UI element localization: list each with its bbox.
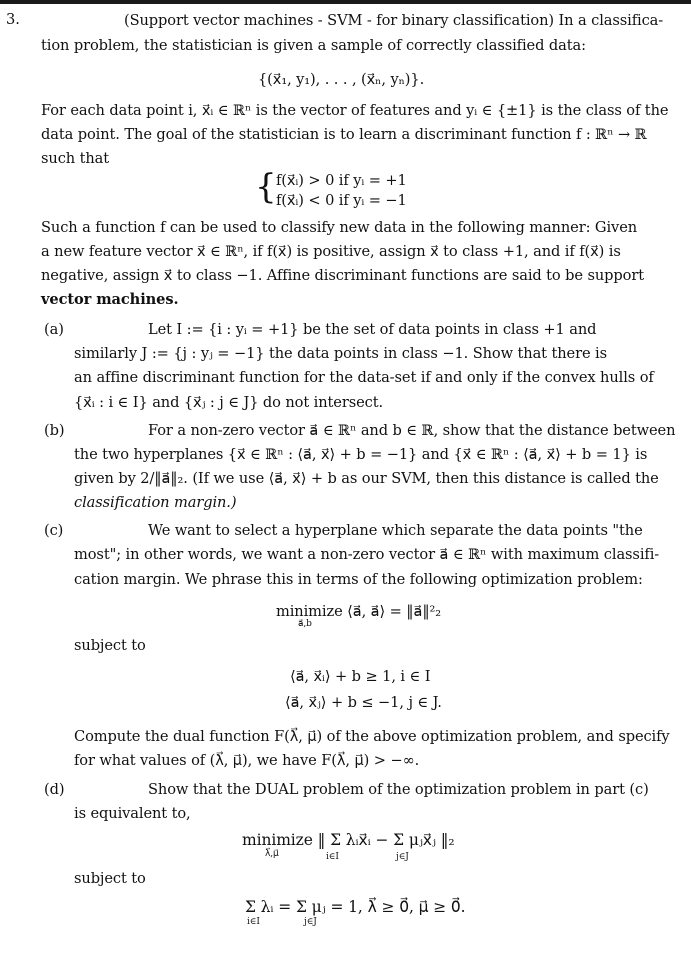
paragraph-2-line-4: vector machines. xyxy=(41,291,179,308)
paragraph-1-line-2: data point. The goal of the statistician is to learn a discriminant function f : ℝⁿ → ℝ xyxy=(41,126,647,143)
part-d-sum-j-index: j∈J xyxy=(396,852,409,862)
part-c-objective-subscript: a⃗,b xyxy=(298,619,312,629)
case-positive: f(x⃗ᵢ) > 0 if yᵢ = +1 xyxy=(276,172,407,189)
part-b-line-1: For a non-zero vector a⃗ ∈ ℝⁿ and b ∈ ℝ, show that the distance between xyxy=(148,422,676,439)
intro-line-2: tion problem, the statistician is given a sample of correctly classified data: xyxy=(41,37,586,54)
part-c-line-4: Compute the dual function F(λ⃗, μ⃗) of the above optimization problem, and specify xyxy=(74,728,670,745)
top-rule xyxy=(0,0,691,4)
sample-set-formula: {(x⃗₁, y₁), . . . , (x⃗ₙ, yₙ)}. xyxy=(258,71,425,88)
part-a-line-3: an affine discriminant function for the data-set if and only if the convex hulls of xyxy=(74,369,654,386)
part-d-constraint-sum-i-index: i∈I xyxy=(247,917,260,927)
part-d-subject-to: subject to xyxy=(74,870,146,887)
part-b-line-2: the two hyperplanes {x⃗ ∈ ℝⁿ : ⟨a⃗, x⃗⟩ + b = −1} and {x⃗ ∈ ℝⁿ : ⟨a⃗, x⃗⟩ + b = 1} is xyxy=(74,446,648,463)
part-d-objective-subscript: λ⃗,μ⃗ xyxy=(265,849,279,859)
paragraph-2-line-3: negative, assign x⃗ to class −1. Affine discriminant functions are said to be support xyxy=(41,267,644,284)
part-d-line-1: Show that the DUAL problem of the optimization problem in part (c) xyxy=(148,781,649,798)
part-a-label: (a) xyxy=(44,321,64,338)
part-b-line-4: classification margin.) xyxy=(74,494,237,511)
paragraph-2-line-2: a new feature vector x⃗ ∈ ℝⁿ, if f(x⃗) is positive, assign x⃗ to class +1, and if f(x⃗) is xyxy=(41,243,621,260)
part-a-line-1: Let I := {i : yᵢ = +1} be the set of data points in class +1 and xyxy=(148,321,597,338)
problem-number: 3. xyxy=(6,11,20,28)
part-a-line-2: similarly J := {j : yⱼ = −1} the data points in class −1. Show that there is xyxy=(74,345,607,362)
part-b-line-3: given by 2/‖a⃗‖₂. (If we use ⟨a⃗, x⃗⟩ + b as our SVM, then this distance is called the xyxy=(74,470,659,487)
part-b-label: (b) xyxy=(44,422,65,439)
intro-line-1: (Support vector machines - SVM - for binary classification) In a classifica- xyxy=(124,12,664,29)
case-negative: f(x⃗ᵢ) < 0 if yᵢ = −1 xyxy=(276,192,407,209)
part-d-constraint-sum-j-index: j∈J xyxy=(304,917,317,927)
part-d-objective: minimize ‖ Σ λᵢx⃗ᵢ − Σ μⱼx⃗ⱼ ‖₂ xyxy=(242,831,455,849)
part-d-sum-i-index: i∈I xyxy=(326,852,339,862)
part-c-subject-to: subject to xyxy=(74,637,146,654)
paragraph-1-line-1: For each data point i, x⃗ᵢ ∈ ℝⁿ is the vector of features and yᵢ ∈ {±1} is the class of the xyxy=(41,102,669,119)
part-a-line-4: {x⃗ᵢ : i ∈ I} and {x⃗ⱼ : j ∈ J} do not intersect. xyxy=(74,394,384,411)
part-c-line-1: We want to select a hyperplane which separate the data points "the xyxy=(148,522,643,539)
part-d-constraint: Σ λᵢ = Σ μⱼ = 1, λ⃗ ≥ 0⃗, μ⃗ ≥ 0⃗. xyxy=(245,898,466,916)
part-c-constraint-1: ⟨a⃗, x⃗ᵢ⟩ + b ≥ 1, i ∈ I xyxy=(290,668,431,685)
cases-brace: { xyxy=(255,167,277,207)
part-d-label: (d) xyxy=(44,781,65,798)
part-c-line-2: most"; in other words, we want a non-zero vector a⃗ ∈ ℝⁿ with maximum classifi- xyxy=(74,546,660,563)
paragraph-2-line-1: Such a function f can be used to classify new data in the following manner: Given xyxy=(41,219,638,236)
part-c-label: (c) xyxy=(44,522,64,539)
part-c-constraint-2: ⟨a⃗, x⃗ⱼ⟩ + b ≤ −1, j ∈ J. xyxy=(285,694,442,711)
part-c-line-5: for what values of (λ⃗, μ⃗), we have F(λ⃗, μ⃗) > −∞. xyxy=(74,752,420,769)
part-c-line-3: cation margin. We phrase this in terms of the following optimization problem: xyxy=(74,571,643,588)
part-d-line-2: is equivalent to, xyxy=(74,805,191,822)
paragraph-1-line-3: such that xyxy=(41,150,110,167)
part-c-objective: minimize ⟨a⃗, a⃗⟩ = ‖a⃗‖²₂ xyxy=(276,603,442,620)
